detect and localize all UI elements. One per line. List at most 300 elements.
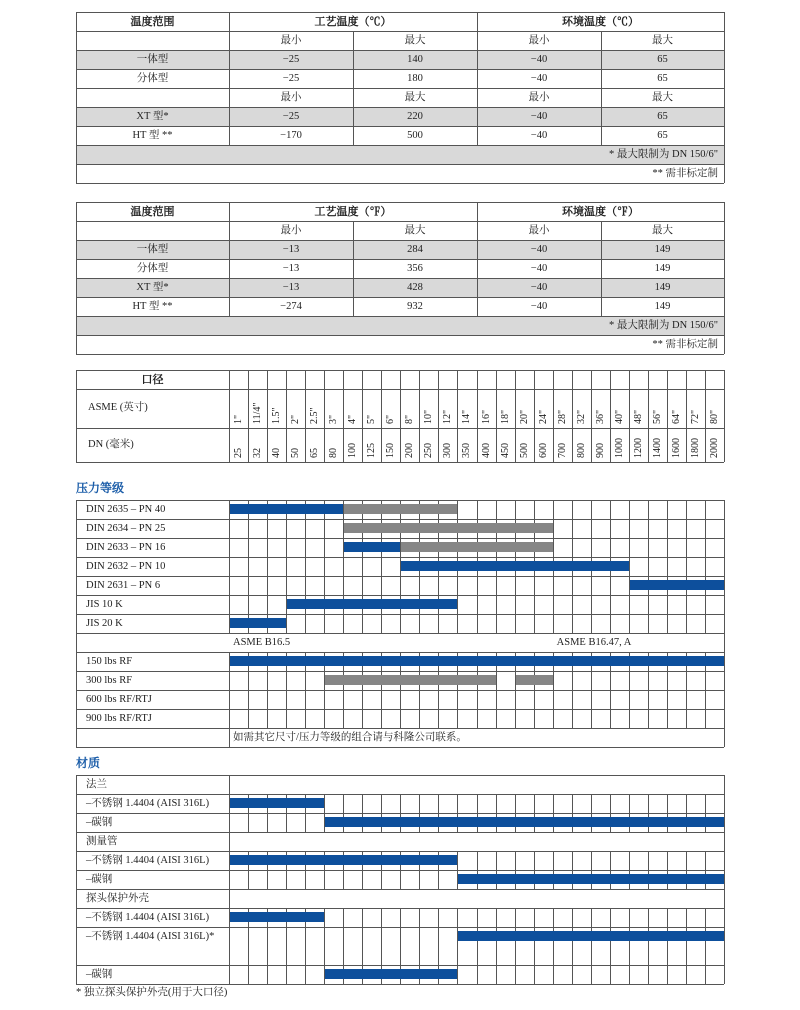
grid-column-line xyxy=(534,690,535,709)
grid-column-line xyxy=(324,576,325,595)
size-dn: 500 xyxy=(518,443,530,458)
row-label: –不锈钢 1.4404 (AISI 316L) xyxy=(86,798,210,809)
grid-column-line xyxy=(438,927,439,965)
grid-column-line xyxy=(248,927,249,965)
size-dn: 2000 xyxy=(708,438,720,458)
subheader-min-max: 最小 xyxy=(280,92,302,103)
grid-column-line xyxy=(229,870,230,889)
grid-column-line xyxy=(724,927,725,965)
grid-column-line xyxy=(419,576,420,595)
grid-column-line xyxy=(419,709,420,728)
grid-column-line xyxy=(477,965,478,984)
grid-column-line xyxy=(724,690,725,709)
grid-column-line xyxy=(610,908,611,927)
grid-column-line xyxy=(343,690,344,709)
grid-column-line xyxy=(648,595,649,614)
grid-column-line xyxy=(267,557,268,576)
size-dn: 900 xyxy=(594,443,606,458)
grid-column-line xyxy=(553,709,554,728)
rule-line xyxy=(76,12,724,13)
row-label: 600 lbs RF/RTJ xyxy=(86,694,152,705)
size-dn: 450 xyxy=(499,443,511,458)
size-dn: 65 xyxy=(309,448,321,458)
grid-column-line xyxy=(610,519,611,538)
size-inch: 4" xyxy=(347,414,359,424)
subheader-min-max: 最小 xyxy=(280,225,302,236)
grid-column-line xyxy=(477,576,478,595)
grid-column-line xyxy=(324,908,325,927)
grid-column-line xyxy=(610,538,611,557)
rule-line xyxy=(724,633,725,652)
grid-column-line xyxy=(667,851,668,870)
size-inch: 36" xyxy=(594,409,606,424)
subheader-min-max: 最大 xyxy=(652,225,673,236)
size-inch: 56" xyxy=(651,409,663,424)
grid-column-line xyxy=(667,557,668,576)
range-bar xyxy=(287,599,457,609)
grid-column-line xyxy=(324,690,325,709)
rule-line xyxy=(229,728,230,747)
grid-column-line xyxy=(286,557,287,576)
grid-column-line xyxy=(629,709,630,728)
grid-column-line xyxy=(457,794,458,813)
grid-column-line xyxy=(686,500,687,519)
grid-column-line xyxy=(324,557,325,576)
grid-column-line xyxy=(457,851,458,870)
size-dn: 1000 xyxy=(613,438,625,458)
row-label: 150 lbs RF xyxy=(86,656,133,667)
grid-column-line xyxy=(724,794,725,813)
grid-column-line xyxy=(553,576,554,595)
size-dn: 100 xyxy=(347,443,359,458)
rule-line xyxy=(76,775,724,776)
grid-column-line xyxy=(477,614,478,633)
grid-column-line xyxy=(705,538,706,557)
grid-column-line xyxy=(515,709,516,728)
subheader-min-max: 最大 xyxy=(652,92,673,103)
grid-column-line xyxy=(705,851,706,870)
grid-column-line xyxy=(305,690,306,709)
grid-column-line xyxy=(591,538,592,557)
grid-column-line xyxy=(534,595,535,614)
grid-column-line xyxy=(362,908,363,927)
grid-column-line xyxy=(553,370,554,462)
pressure-footnote: 如需其它尺寸/压力等级的组合请与科隆公司联系。 xyxy=(233,732,467,743)
grid-column-line xyxy=(667,794,668,813)
range-bar xyxy=(230,504,343,514)
grid-column-line xyxy=(534,614,535,633)
grid-column-line xyxy=(419,614,420,633)
cell-value: 149 xyxy=(654,244,671,255)
grid-column-line xyxy=(343,614,344,633)
grid-column-line xyxy=(305,576,306,595)
row-label: XT 型* xyxy=(136,111,169,122)
subheader-min-max: 最大 xyxy=(404,92,426,103)
grid-column-line xyxy=(305,870,306,889)
grid-column-line xyxy=(705,690,706,709)
grid-column-line xyxy=(610,965,611,984)
row-label: DIN 2633 – PN 16 xyxy=(86,542,166,553)
grid-column-line xyxy=(591,965,592,984)
size-inch: 1.5" xyxy=(271,407,283,424)
grid-column-line xyxy=(515,690,516,709)
grid-column-line xyxy=(496,671,497,690)
grid-column-line xyxy=(419,927,420,965)
row-label: XT 型* xyxy=(136,282,169,293)
grid-column-line xyxy=(496,908,497,927)
grid-column-line xyxy=(267,965,268,984)
row-label: 300 lbs RF xyxy=(86,675,133,686)
cell-value: 149 xyxy=(654,263,671,274)
range-bar xyxy=(230,912,324,922)
row-label: DIN 2634 – PN 25 xyxy=(86,523,166,534)
grid-column-line xyxy=(515,595,516,614)
range-bar xyxy=(401,561,628,571)
grid-column-line xyxy=(724,870,725,889)
range-bar xyxy=(516,675,553,685)
row-label: 一体型 xyxy=(136,244,169,255)
rule-line xyxy=(76,354,724,355)
size-inch: 16" xyxy=(480,409,492,424)
grid-column-line xyxy=(477,595,478,614)
grid-column-line xyxy=(591,709,592,728)
grid-column-line xyxy=(438,709,439,728)
grid-column-line xyxy=(515,794,516,813)
grid-column-line xyxy=(419,370,420,462)
grid-column-line xyxy=(477,370,478,462)
grid-column-line xyxy=(610,851,611,870)
range-bar xyxy=(230,855,457,865)
grid-column-line xyxy=(400,690,401,709)
subheader-min-max: 最小 xyxy=(528,92,550,103)
grid-column-line xyxy=(305,813,306,832)
dn-mm-label: DN (毫米) xyxy=(88,439,134,450)
grid-column-line xyxy=(286,614,287,633)
grid-column-line xyxy=(591,614,592,633)
size-inch: 64" xyxy=(670,409,682,424)
grid-column-line xyxy=(343,794,344,813)
grid-column-line xyxy=(229,538,230,557)
grid-column-line xyxy=(457,690,458,709)
grid-column-line xyxy=(686,908,687,927)
row-label: 分体型 xyxy=(136,263,169,274)
grid-column-line xyxy=(724,500,725,519)
grid-column-line xyxy=(553,671,554,690)
grid-column-line xyxy=(724,775,725,794)
row-label: DIN 2632 – PN 10 xyxy=(86,561,166,572)
cell-value: 500 xyxy=(407,130,423,141)
range-bar xyxy=(230,618,286,628)
grid-column-line xyxy=(457,614,458,633)
grid-column-line xyxy=(610,690,611,709)
grid-column-line xyxy=(667,370,668,462)
grid-column-line xyxy=(229,671,230,690)
size-inch: 3" xyxy=(328,414,340,424)
grid-column-line xyxy=(686,851,687,870)
header-process-temp: 工艺温度（℃） xyxy=(314,16,392,28)
grid-column-line xyxy=(572,370,573,462)
grid-column-line xyxy=(229,889,230,908)
grid-column-line xyxy=(381,709,382,728)
grid-column-line xyxy=(400,927,401,965)
grid-column-line xyxy=(438,370,439,462)
rule-line xyxy=(76,728,77,747)
grid-column-line xyxy=(229,576,230,595)
grid-column-line xyxy=(648,519,649,538)
cell-value: −40 xyxy=(530,263,548,274)
grid-column-line xyxy=(629,538,630,557)
grid-column-line xyxy=(553,595,554,614)
row-label: –碳钢 xyxy=(86,817,113,828)
rule-line xyxy=(477,202,478,316)
rule-line xyxy=(76,202,724,203)
grid-column-line xyxy=(324,709,325,728)
grid-column-line xyxy=(477,690,478,709)
grid-column-line xyxy=(572,538,573,557)
grid-column-line xyxy=(362,370,363,462)
grid-column-line xyxy=(248,370,249,462)
grid-column-line xyxy=(229,775,230,794)
grid-column-line xyxy=(286,870,287,889)
grid-column-line xyxy=(267,709,268,728)
size-dn: 1400 xyxy=(651,438,663,458)
cell-value: 140 xyxy=(407,54,423,65)
grid-column-line xyxy=(515,908,516,927)
subheader-min-max: 最小 xyxy=(280,35,302,46)
grid-column-line xyxy=(496,500,497,519)
row-label: 分体型 xyxy=(136,73,169,84)
rule-line xyxy=(76,259,724,260)
grid-column-line xyxy=(648,908,649,927)
grid-column-line xyxy=(591,519,592,538)
rule-line xyxy=(76,69,724,70)
grid-column-line xyxy=(553,519,554,538)
grid-column-line xyxy=(667,519,668,538)
grid-column-line xyxy=(572,965,573,984)
grid-column-line xyxy=(629,500,630,519)
cell-value: −170 xyxy=(280,130,302,141)
rule-line xyxy=(76,633,77,652)
footnote-dn-limit: * 最大限制为 DN 150/6" xyxy=(609,149,718,160)
cell-value: −13 xyxy=(282,282,300,293)
cell-value: −40 xyxy=(530,54,548,65)
grid-column-line xyxy=(648,671,649,690)
grid-column-line xyxy=(229,832,230,851)
grid-column-line xyxy=(457,709,458,728)
grid-column-line xyxy=(705,500,706,519)
grid-column-line xyxy=(686,614,687,633)
asme-b16-47-label: ASME B16.47, A xyxy=(556,637,632,648)
grid-column-line xyxy=(515,614,516,633)
grid-column-line xyxy=(667,690,668,709)
rule-line xyxy=(724,728,725,747)
size-inch: 40" xyxy=(613,409,625,424)
grid-column-line xyxy=(648,965,649,984)
grid-column-line xyxy=(705,965,706,984)
rule-line xyxy=(76,775,77,984)
grid-column-line xyxy=(229,595,230,614)
row-label: 测量管 xyxy=(86,836,118,847)
grid-column-line xyxy=(496,965,497,984)
size-dn: 200 xyxy=(404,443,416,458)
grid-column-line xyxy=(419,908,420,927)
grid-column-line xyxy=(705,794,706,813)
rule-line xyxy=(353,221,354,316)
cell-value: −40 xyxy=(530,301,548,312)
grid-column-line xyxy=(248,557,249,576)
grid-column-line xyxy=(343,870,344,889)
grid-column-line xyxy=(457,965,458,984)
row-label: –不锈钢 1.4404 (AISI 316L)* xyxy=(86,931,215,942)
grid-column-line xyxy=(343,709,344,728)
grid-column-line xyxy=(496,709,497,728)
grid-column-line xyxy=(629,519,630,538)
grid-column-line xyxy=(515,370,516,462)
grid-column-line xyxy=(572,614,573,633)
grid-column-line xyxy=(705,709,706,728)
grid-column-line xyxy=(648,851,649,870)
size-inch: 1" xyxy=(233,414,244,424)
grid-column-line xyxy=(305,538,306,557)
grid-column-line xyxy=(724,576,725,595)
range-bar xyxy=(630,580,724,590)
rule-line xyxy=(76,500,77,633)
grid-column-line xyxy=(572,519,573,538)
grid-column-line xyxy=(229,927,230,965)
grid-column-line xyxy=(248,519,249,538)
materials-section-title: 材质 xyxy=(76,756,101,770)
grid-column-line xyxy=(591,500,592,519)
size-inch: 5" xyxy=(366,414,378,424)
rule-line xyxy=(76,183,724,184)
cell-value: 65 xyxy=(657,54,668,65)
rule-line xyxy=(601,31,602,145)
row-label: JIS 20 K xyxy=(86,618,123,629)
grid-column-line xyxy=(534,851,535,870)
rule-line xyxy=(724,12,725,183)
range-bar xyxy=(401,542,552,552)
cell-value: −40 xyxy=(530,130,548,141)
grid-column-line xyxy=(267,370,268,462)
header-range: 温度范围 xyxy=(130,206,175,218)
grid-column-line xyxy=(724,832,725,851)
rule-line xyxy=(76,984,724,985)
grid-column-line xyxy=(248,538,249,557)
rule-line xyxy=(76,126,724,127)
grid-column-line xyxy=(400,709,401,728)
grid-column-line xyxy=(591,851,592,870)
size-dn: 1800 xyxy=(689,438,701,458)
grid-column-line xyxy=(610,709,611,728)
grid-column-line xyxy=(362,794,363,813)
grid-column-line xyxy=(324,614,325,633)
grid-column-line xyxy=(515,851,516,870)
grid-column-line xyxy=(267,595,268,614)
size-dn: 32 xyxy=(252,448,264,458)
grid-column-line xyxy=(572,709,573,728)
grid-column-line xyxy=(629,370,630,462)
size-inch: 10" xyxy=(423,409,435,424)
grid-column-line xyxy=(496,576,497,595)
grid-column-line xyxy=(610,614,611,633)
size-inch: 28" xyxy=(556,409,568,424)
grid-column-line xyxy=(724,595,725,614)
size-dn: 350 xyxy=(461,443,473,458)
grid-column-line xyxy=(400,576,401,595)
size-inch: 24" xyxy=(537,409,549,424)
size-dn: 400 xyxy=(480,443,492,458)
grid-column-line xyxy=(686,557,687,576)
grid-column-line xyxy=(343,370,344,462)
grid-column-line xyxy=(477,709,478,728)
row-label: 900 lbs RF/RTJ xyxy=(86,713,152,724)
row-label: –碳钢 xyxy=(86,969,113,980)
row-label: –不锈钢 1.4404 (AISI 316L) xyxy=(86,855,210,866)
size-inch: 20" xyxy=(518,409,530,424)
cell-value: −25 xyxy=(282,54,300,65)
cell-value: −40 xyxy=(530,244,548,255)
grid-column-line xyxy=(534,370,535,462)
grid-column-line xyxy=(438,794,439,813)
grid-column-line xyxy=(324,927,325,965)
cell-value: 65 xyxy=(657,111,668,122)
grid-column-line xyxy=(667,908,668,927)
grid-column-line xyxy=(686,965,687,984)
size-inch: 6" xyxy=(385,414,397,424)
grid-column-line xyxy=(724,908,725,927)
row-label: HT 型 ** xyxy=(132,301,173,312)
grid-column-line xyxy=(267,813,268,832)
grid-column-line xyxy=(248,595,249,614)
size-inch: 72" xyxy=(689,409,701,424)
size-dn: 25 xyxy=(233,448,244,458)
grid-column-line xyxy=(515,500,516,519)
grid-column-line xyxy=(324,370,325,462)
rule-line xyxy=(229,202,230,316)
cell-value: 932 xyxy=(407,301,423,312)
grid-column-line xyxy=(477,500,478,519)
size-dn: 700 xyxy=(556,443,568,458)
size-inch: 12" xyxy=(442,409,454,424)
size-dn: 150 xyxy=(385,443,397,458)
range-bar xyxy=(458,931,724,941)
grid-column-line xyxy=(324,519,325,538)
grid-column-line xyxy=(515,576,516,595)
grid-column-line xyxy=(591,595,592,614)
rule-line xyxy=(76,652,77,728)
grid-column-line xyxy=(553,851,554,870)
grid-column-line xyxy=(724,889,725,908)
grid-column-line xyxy=(248,690,249,709)
grid-column-line xyxy=(686,690,687,709)
grid-column-line xyxy=(286,709,287,728)
grid-column-line xyxy=(343,908,344,927)
grid-column-line xyxy=(705,614,706,633)
grid-column-line xyxy=(438,690,439,709)
grid-column-line xyxy=(648,794,649,813)
row-label: JIS 10 K xyxy=(86,599,123,610)
grid-column-line xyxy=(267,927,268,965)
grid-column-line xyxy=(343,576,344,595)
grid-column-line xyxy=(648,614,649,633)
rule-line xyxy=(76,462,724,463)
rule-line xyxy=(601,221,602,316)
grid-column-line xyxy=(534,794,535,813)
row-label: –碳钢 xyxy=(86,874,113,885)
rule-line xyxy=(477,12,478,145)
grid-column-line xyxy=(286,671,287,690)
header-ambient-temp: 环境温度（℃） xyxy=(562,16,639,28)
